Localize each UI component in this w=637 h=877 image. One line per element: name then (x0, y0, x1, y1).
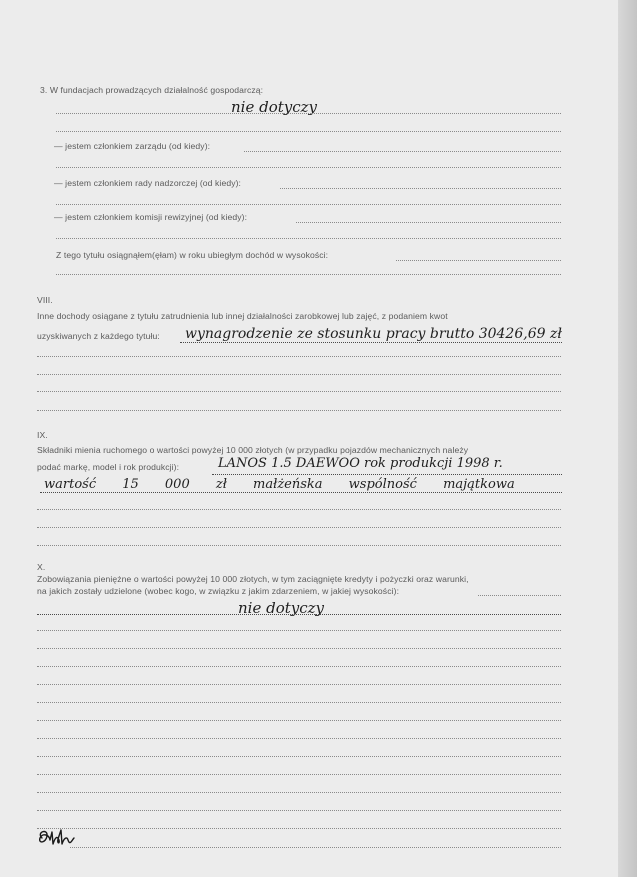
answer-line (37, 630, 561, 631)
section9-number: IX. (37, 430, 48, 440)
answer-line (280, 188, 561, 189)
section8-text-1: Inne dochody osiągane z tytułu zatrudnienia lub innej działalności zarobkowej lub zajęć, z podaniem kwot (37, 311, 448, 321)
answer-line (37, 374, 561, 375)
section9-text-1: Składniki mienia ruchomego o wartości powyżej 10 000 złotych (w przypadku pojazdów mechanicznych należy (37, 445, 469, 455)
answer-line (37, 702, 561, 703)
answer-line (37, 545, 561, 546)
answer-line (244, 151, 561, 152)
section9-answer-2: wartość 15 000 zł małżeńska wspólność majątkowa (44, 477, 515, 492)
section3-audit-label: — jestem członkiem komisji rewizyjnej (od kiedy): (54, 212, 248, 222)
section10-text-2: na jakich zostały udzielone (wobec kogo, w związku z jakim zdarzeniem, w jakiej wysokości): (37, 586, 400, 596)
answer-line (56, 131, 561, 132)
answer-line (56, 167, 561, 168)
section9-text-2: podać markę, model i rok produkcji): (37, 462, 180, 472)
answer-line (37, 614, 561, 615)
page-edge-shadow (618, 0, 637, 877)
answer-line (37, 828, 561, 829)
section9-answer-1: LANOS 1.5 DAEWOO rok produkcji 1998 r. (218, 456, 503, 471)
answer-line (37, 684, 561, 685)
answer-line (40, 492, 562, 493)
answer-line (37, 738, 561, 739)
answer-line (37, 509, 561, 510)
answer-line (37, 720, 561, 721)
answer-line (37, 356, 561, 357)
answer-line (70, 847, 561, 848)
answer-line (37, 410, 561, 411)
answer-line (37, 527, 561, 528)
section10-text-1: Zobowiązania pieniężne o wartości powyżej 10 000 złotych, w tym zaciągnięte kredyty i pożyczki oraz warunki, (37, 574, 469, 584)
section10-answer: nie dotyczy (238, 599, 325, 617)
answer-line (56, 204, 561, 205)
answer-line (37, 391, 561, 392)
section10-number: X. (37, 562, 46, 572)
answer-line (37, 756, 561, 757)
answer-line (396, 260, 561, 261)
answer-line (296, 222, 561, 223)
answer-line (37, 648, 561, 649)
section8-answer: wynagrodzenie ze stosunku pracy brutto 30426,69 zł (185, 326, 562, 342)
section8-number: VIII. (37, 295, 53, 305)
answer-line (212, 474, 562, 475)
section3-answer: nie dotyczy (231, 98, 318, 116)
answer-line (37, 774, 561, 775)
answer-line (56, 274, 561, 275)
answer-line (37, 792, 561, 793)
section3-board-label: — jestem członkiem zarządu (od kiedy): (54, 141, 211, 151)
section3-income-label: Z tego tytułu osiągnąłem(ęłam) w roku ubiegłym dochód w wysokości: (56, 250, 329, 260)
answer-line (37, 666, 561, 667)
section3-heading: 3. W fundacjach prowadzących działalność gospodarczą: (40, 85, 264, 95)
signature (34, 826, 76, 852)
answer-line (37, 810, 561, 811)
answer-line (56, 238, 561, 239)
section8-text-2: uzyskiwanych z każdego tytułu: (37, 331, 160, 341)
answer-line (478, 595, 561, 596)
answer-line (56, 113, 561, 114)
answer-line (180, 342, 562, 343)
section3-supervisory-label: — jestem członkiem rady nadzorczej (od kiedy): (54, 178, 242, 188)
